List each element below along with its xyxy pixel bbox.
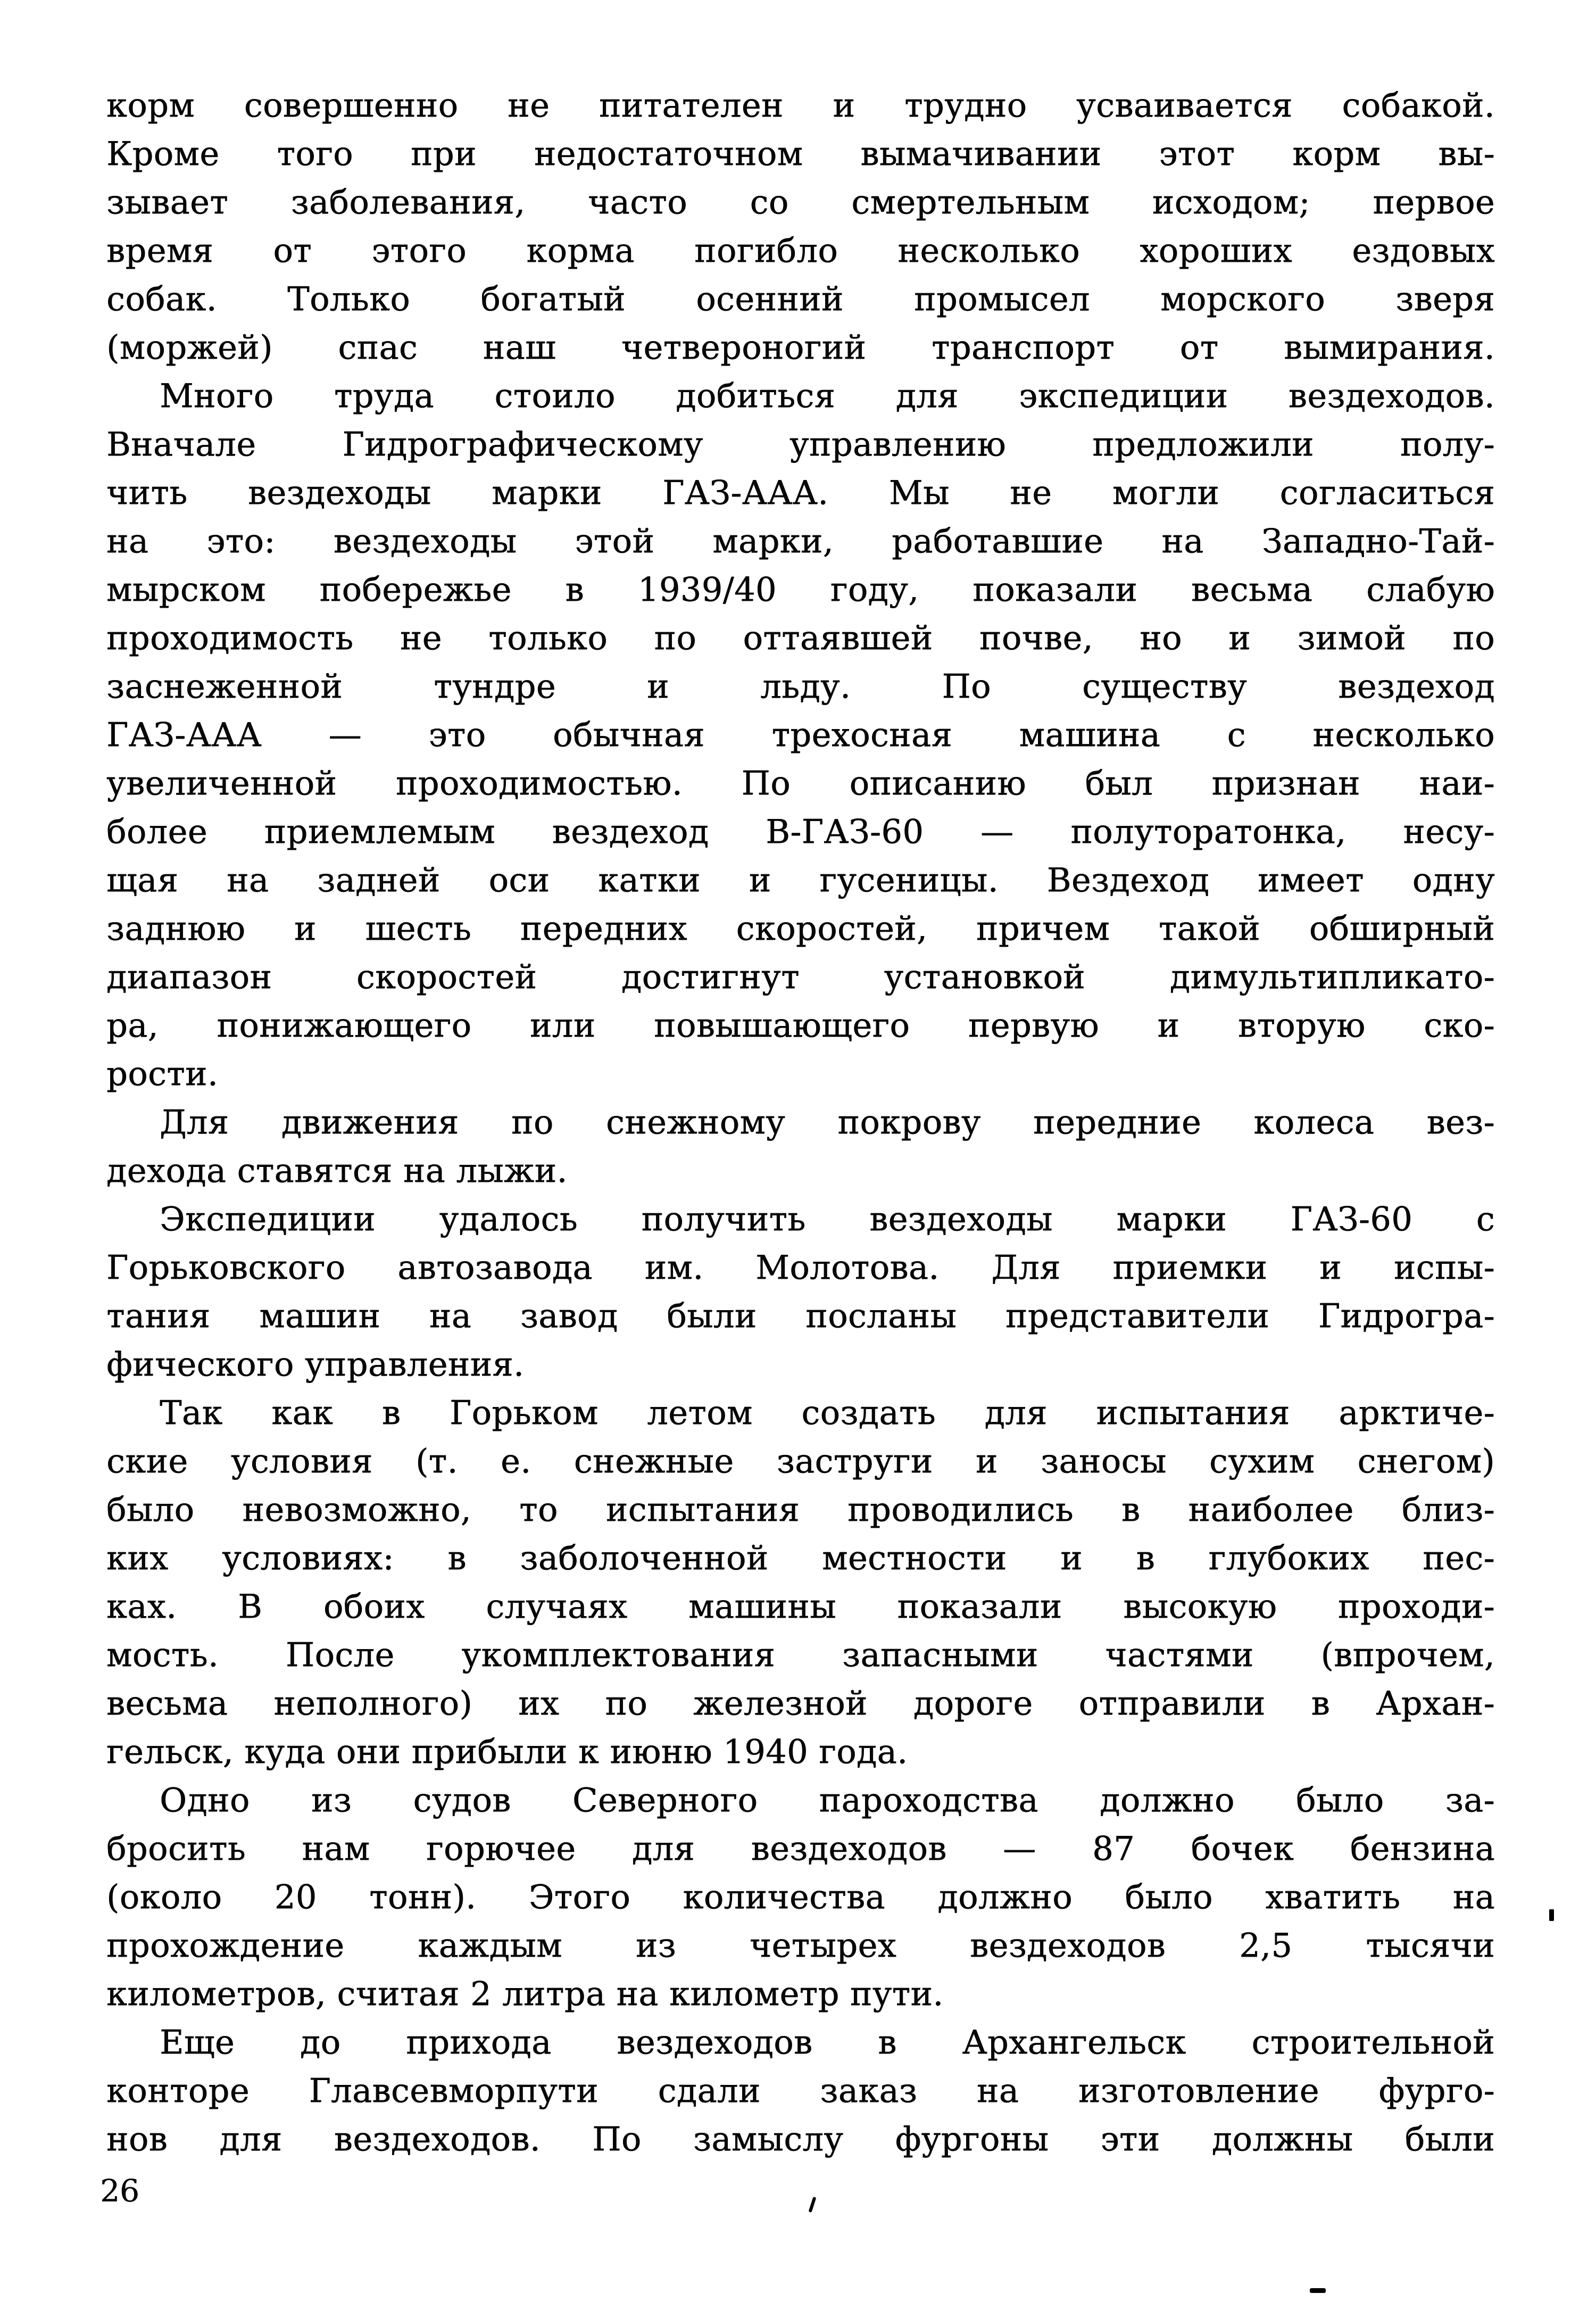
text-line: увеличенной проходимостью. По описанию был признан наи- [106,764,1495,802]
text-line: Вначале Гидрографическому управлению предложили полу- [106,425,1495,463]
text-line: фического управления. [106,1345,525,1384]
text-line: километров, считая 2 литра на километр пути. [106,1974,944,2013]
text-line: весьма неполного) их по железной дороге отправили в Архан- [106,1684,1495,1723]
text-line: дехода ставятся на лыжи. [106,1151,568,1190]
text-line: ких условиях: в заболоченной местности и в глубоких пес- [106,1538,1495,1577]
text-line: диапазон скоростей достигнут установкой димультипликато- [106,957,1495,996]
text-line: чить вездеходы марки ГАЗ-ААА. Мы не могли согласиться [106,473,1495,512]
text-line: ках. В обоих случаях машины показали высокую проходи- [106,1587,1495,1626]
text-line: прохождение каждым из четырех вездеходов 2,5 тысячи [106,1926,1495,1965]
text-line: зывает заболевания, часто со смертельным исходом; первое [106,183,1495,221]
page-number: 26 [100,2173,139,2209]
text-line: ские условия (т. е. снежные заструги и заносы сухим снегом) [106,1442,1495,1480]
ink-speck [1310,2288,1326,2293]
text-block [106,81,1495,2163]
text-line: гельск, куда они прибыли к июню 1940 года. [106,1732,908,1771]
text-line: было невозможно, то испытания проводились в наиболее близ- [106,1490,1495,1529]
text-line: заснеженной тундре и льду. По существу вездеход [106,667,1495,706]
text-line: на это: вездеходы этой марки, работавшие на Западно-Тай- [106,521,1495,560]
text-line: (около 20 тонн). Этого количества должно было хватить на [106,1877,1495,1916]
text-line: корм совершенно не питателен и трудно усваивается собакой. [106,86,1495,125]
text-line: нов для вездеходов. По замыслу фургоны эти должны были [106,2119,1495,2158]
text-line: более приемлемым вездеход В-ГАЗ-60 — полуторатонка, несу- [106,812,1495,851]
text-line: Горьковского автозавода им. Молотова. Для приемки и испы- [106,1248,1495,1287]
text-line: тания машин на завод были посланы представители Гидрогра- [106,1296,1495,1335]
text-line: мырском побережье в 1939/40 году, показали весьма слабую [106,570,1495,609]
text-line: щая на задней оси катки и гусеницы. Вездеход имеет одну [106,860,1495,899]
ink-speck [809,2197,817,2213]
text-line: (моржей) спас наш четвероногий транспорт от вымирания. [106,328,1495,367]
text-line: Кроме того при недостаточном вымачивании этот корм вы- [106,134,1495,173]
text-line: Еще до прихода вездеходов в Архангельск строительной [160,2023,1495,2061]
ink-speck [1549,1909,1554,1921]
text-line: Много труда стоило добиться для экспедиции вездеходов. [160,376,1495,415]
text-line: ГАЗ-ААА — это обычная трехосная машина с несколько [106,715,1495,754]
text-line: бросить нам горючее для вездеходов — 87 бочек бензина [106,1829,1495,1868]
text-line: ра, понижающего или повышающего первую и вторую ско- [106,1006,1495,1045]
text-line: Одно из судов Северного пароходства должно было за- [160,1781,1495,1819]
text-line: собак. Только богатый осенний промысел морского зверя [106,279,1495,318]
text-line: Для движения по снежному покрову передние колеса вез- [160,1103,1495,1141]
text-line: Так как в Горьком летом создать для испытания арктиче- [160,1393,1495,1432]
text-line: время от этого корма погибло несколько хороших ездовых [106,231,1495,270]
text-line: конторе Главсевморпути сдали заказ на изготовление фурго- [106,2071,1495,2110]
text-line: проходимость не только по оттаявшей почве, но и зимой по [106,618,1495,657]
text-line: Экспедиции удалось получить вездеходы марки ГАЗ-60 с [160,1199,1495,1238]
text-line: заднюю и шесть передних скоростей, причем такой обширный [106,909,1495,948]
text-line: мость. После укомплектования запасными частями (впрочем, [106,1635,1495,1674]
text-line: рости. [106,1054,219,1093]
